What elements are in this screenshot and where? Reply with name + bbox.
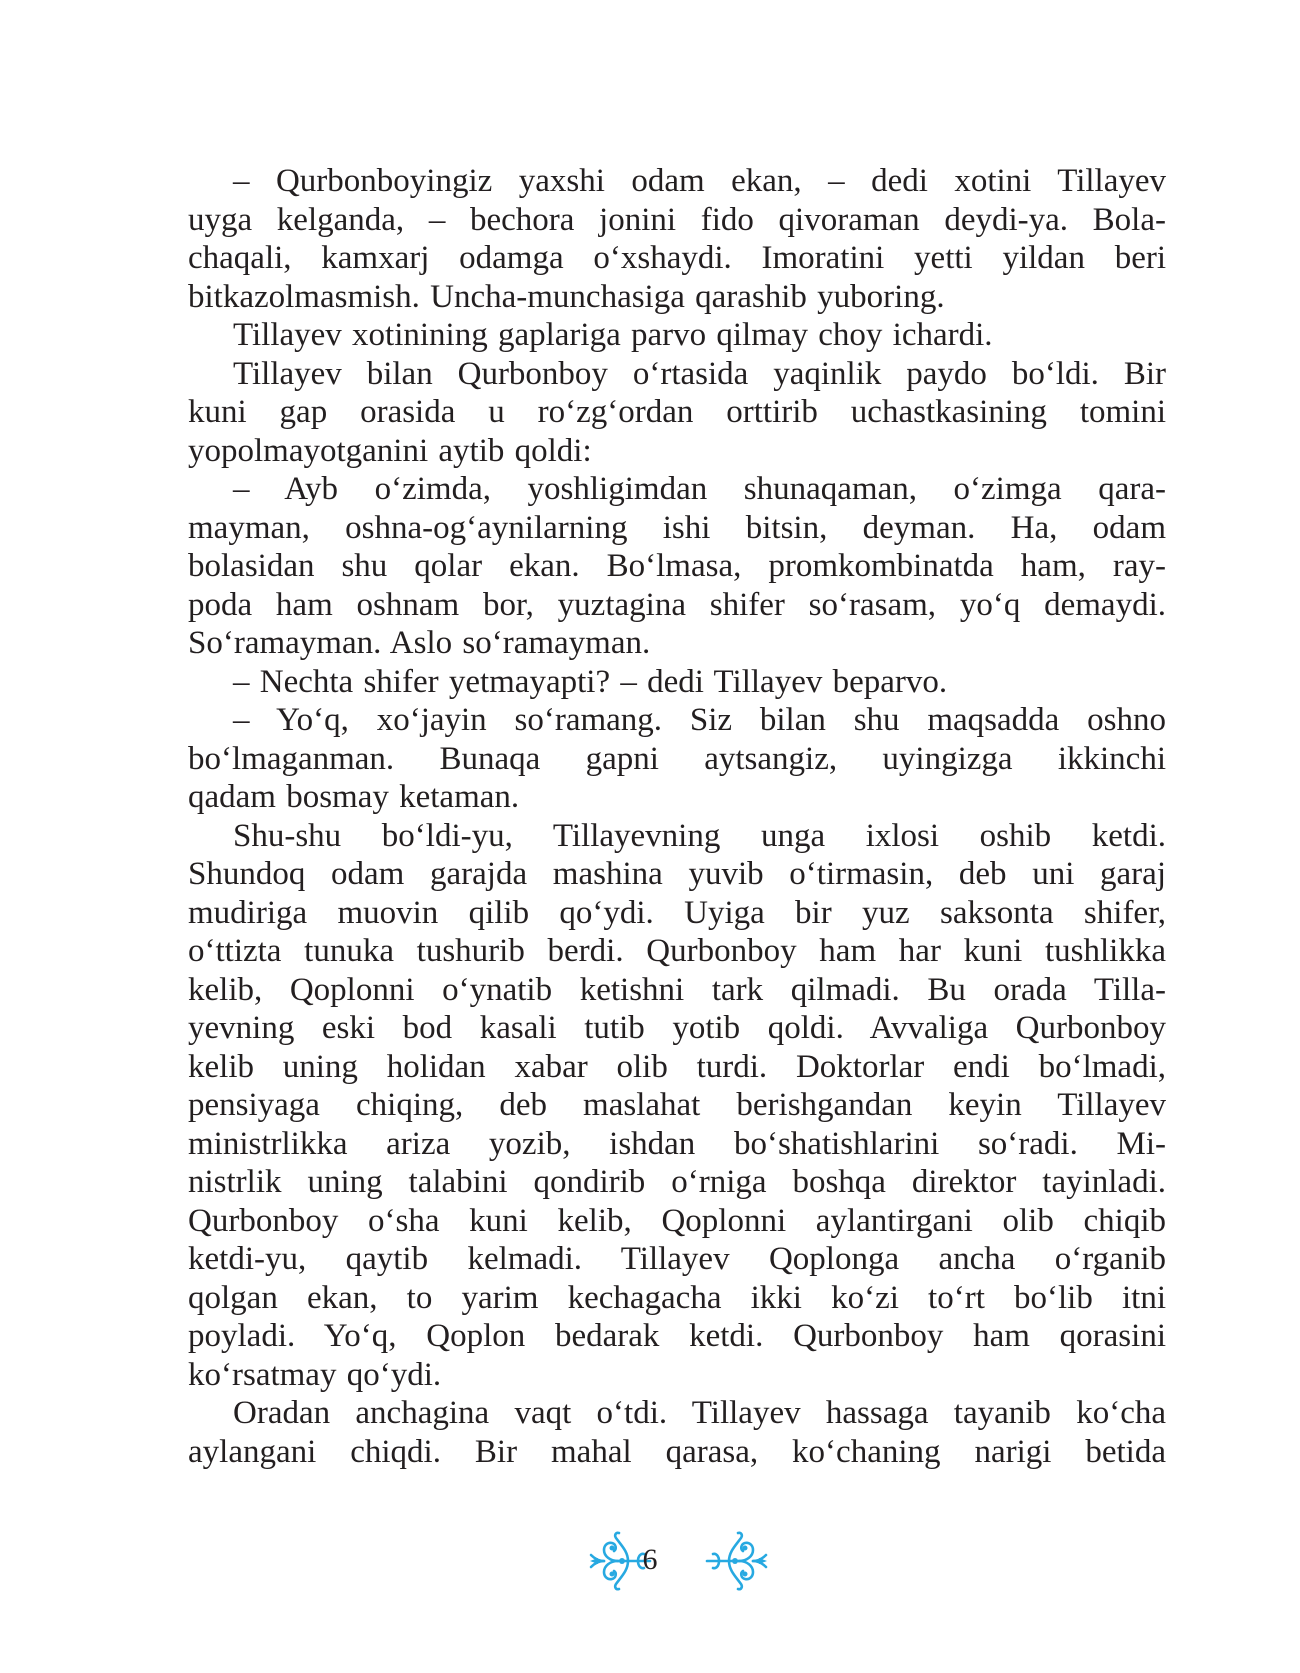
page-number: 6 — [642, 1543, 658, 1576]
text-line: uyga kelganda, – bechora jonini fido qivoraman deydi-ya. Bola- — [188, 201, 1166, 238]
paragraph — [188, 316, 1166, 355]
text-line: So‘ramayman. Aslo so‘ramayman. — [188, 625, 651, 661]
text-line: – Nechta shifer yetmayapti? – dedi Tillayev beparvo. — [233, 663, 948, 700]
paragraph — [188, 817, 1166, 1395]
paragraph — [188, 470, 1166, 663]
text-line: Tillayev xotinining gaplariga parvo qilmay choy ichardi. — [233, 317, 993, 353]
text-line: kuni gap orasida u ro‘zg‘ordan orttirib uchastkasining tomini — [188, 394, 1166, 430]
text-line: pensiyaga chiqing, deb maslahat berishgandan keyin Tillayev — [188, 1087, 1166, 1123]
paragraph — [188, 701, 1166, 817]
text-line: – Qurbonboyingiz yaxshi odam ekan, – dedi xotini Tillayev — [233, 163, 1166, 199]
text-line: – Ayb o‘zimda, yoshligimdan shunaqaman, o‘zimga qara- — [233, 471, 1166, 507]
text-line: Shundoq odam garajda mashina yuvib o‘tirmasin, deb uni garaj — [188, 856, 1166, 892]
paragraph — [188, 355, 1166, 471]
text-line: ministrlikka ariza yozib, ishdan bo‘shatishlarini so‘radi. Mi- — [188, 1125, 1166, 1162]
text-line: Qurbonboy o‘sha kuni kelib, Qoplonni aylantirgani olib chiqib — [188, 1202, 1166, 1239]
text-line: Tillayev bilan Qurbonboy o‘rtasida yaqinlik paydo bo‘ldi. Bir — [233, 355, 1166, 392]
text-line: mayman, oshna-og‘aynilarning ishi bitsin, deyman. Ha, odam — [188, 509, 1166, 546]
text-line: yopolmayotganini aytib qoldi: — [188, 432, 592, 469]
text-line: ko‘rsatmay qo‘ydi. — [188, 1356, 442, 1393]
text-line: qolgan ekan, to yarim kechagacha ikki ko‘zi to‘rt bo‘lib itni — [188, 1279, 1166, 1316]
text-line: Oradan anchagina vaqt o‘tdi. Tillayev hassaga tayanib ko‘cha — [233, 1395, 1166, 1431]
flourish-right-icon — [705, 1528, 769, 1594]
text-line: ketdi-yu, qaytib kelmadi. Tillayev Qoplonga ancha o‘rganib — [188, 1241, 1166, 1277]
page-body — [188, 162, 1166, 1471]
text-line: chaqali, kamxarj odamga o‘xshaydi. Imoratini yetti yildan beri — [188, 240, 1166, 276]
text-line: bo‘lmaganman. Bunaqa gapni aytsangiz, uyingizga ikkinchi — [188, 740, 1166, 777]
text-line: bolasidan shu qolar ekan. Bo‘lmasa, promkombinatda ham, ray- — [188, 548, 1166, 584]
text-line: kelib uning holidan xabar olib turdi. Doktorlar endi bo‘lmadi, — [188, 1048, 1166, 1085]
text-line: mudiriga muovin qilib qo‘ydi. Uyiga bir yuz saksonta shifer, — [188, 894, 1166, 931]
text-line: poda ham oshnam bor, yuztagina shifer so‘rasam, yo‘q demaydi. — [188, 586, 1166, 623]
text-line: o‘ttizta tunuka tushurib berdi. Qurbonboy ham har kuni tushlikka — [188, 933, 1166, 969]
paragraph — [188, 663, 1166, 702]
text-line: Shu-shu bo‘ldi-yu, Tillayevning unga ixlosi oshib ketdi. — [233, 817, 1166, 854]
text-line: kelib, Qoplonni o‘ynatib ketishni tark qilmadi. Bu orada Tilla- — [188, 971, 1166, 1008]
text-line: aylangani chiqdi. Bir mahal qarasa, ko‘chaning narigi betida — [188, 1433, 1166, 1470]
text-line: nistrlik uning talabini qondirib o‘rniga boshqa direktor tayinladi. — [188, 1164, 1166, 1200]
text-line: – Yo‘q, xo‘jayin so‘ramang. Siz bilan shu maqsadda oshno — [233, 702, 1166, 738]
page-footer — [0, 1528, 1300, 1598]
text-line: yevning eski bod kasali tutib yotib qoldi. Avvaliga Qurbonboy — [188, 1010, 1166, 1046]
text-line: qadam bosmay ketaman. — [188, 779, 520, 815]
paragraph — [188, 1394, 1166, 1471]
paragraph — [188, 162, 1166, 316]
text-line: bitkazolmasmish. Uncha-munchasiga qarashib yuboring. — [188, 278, 945, 315]
text-line: poyladi. Yo‘q, Qoplon bedarak ketdi. Qurbonboy ham qorasini — [188, 1318, 1166, 1354]
